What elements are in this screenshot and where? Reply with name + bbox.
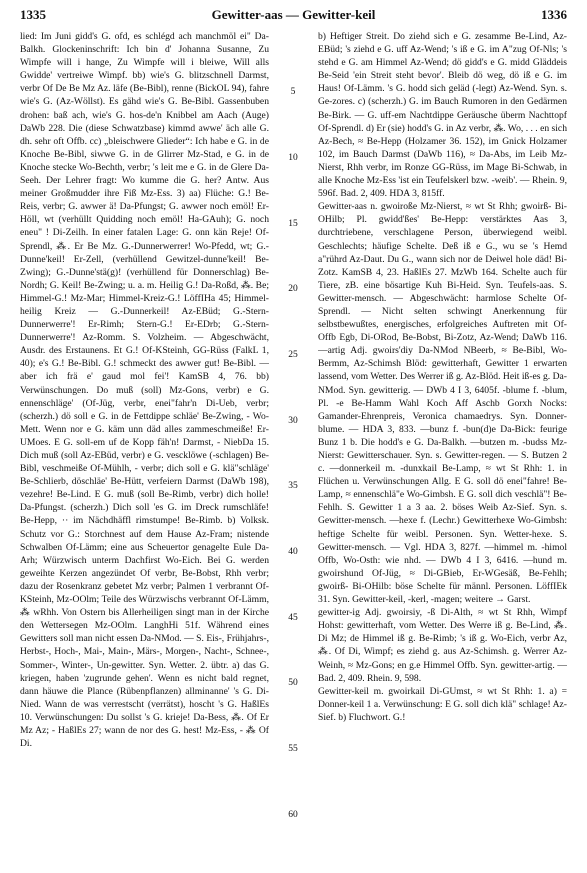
entry-text: lied: Im Juni gidd's G. ofd, es schlégd ach manchmöl ei" Da-Balkh. Glockeninschrift: Ich bin d' Johanna Susanne, Zu Wimpfe will i hange, Zu Wimpfe will i bleiwe, Will alls Gwidde' vertreiwe Wimpf. bb) wie's G. blitzschnell Darmst, verbr Of De Be Mz Az. läfe (Be-Bibl), renne (BickOL 94), fahre wie's G. (Az-Wöllst). Es gähd wie's G. Be-Bibl. Gassenbuben drohen: baß ach, wie's G. hos-de'n Knibbel am Aach (Auge) DaWb 228. Die (diese Schwatzbase) kimmd awwe' äch alle G. dh. sehr oft Offb. cc) „bleischwere Glieder“: Ich habe e G. in de Knoche Be-Bibl, siwwe G. in de Glirrer Mz-Stad, e G. in de Knoche stecke Wo-Bechth, verbr; 's leit me e G. in de Glere Da-Seeh. Der Lehrer fragt: Wo kumme die G. her? Antw. Aus meiner Großmudder ihre Fiß Mz-Ess. 3) aa) Flüche: G.! Be-Reis, verbr; G. awwer ä! Da-Pfungst; G. awwer noch emöl! Er-Höll, wt (verhüllt Quidding noch emöl! Ha-GAuh); G. noch eneu" ! Di-Zeilh. In einer fatalen Lage: G. onn kän Reje! Of-Sprendl, ⁂. Er Be Mz. G.-Dunnerwerrer! Wo-Pfedd, wt; G.-Dunne'keil! Er-Zell, (verhüllend Gewitzel-dunne'keil! Be-Zwing); G.-Dunne'stä(g)! (verhüllend für Donnerschlag) Be-Nordh; G. Keil! Be-Zwing; u. a. m. Heilig G.! Da-Roßd, ⁂. Be; Himmel-G.! Mz-Mar; Himmel-Kreiz-G.! LöffIHa 45; Himmel-heilig Kreiz — G.-Dunnerkeil! Az-EBüd; G.-Stern-Dunnerwerre'! Er-Rimh; Stern-G.! Er-EDrb; G.-Stern-Dunnerwerre'! Az-Romm. S. Volzheim. — Abgeschwächt, Ausdr. des Erstaunens. Et G.! Of-KSteinh, GG-Rüss (FalkL 1, 40); e's G.! Be-Bibl. G.! schmeckt des awwer gut! Be-Bibl. — aber ich frä e' gaud mol fei'! KamSB 4, 76. bb) Verwünschungen. Do muß (soll) Mz-Gons, verbr) e G. ennenschläge' (Of-Jüg, verbr, enei"fahr'n Di-Ueb, verbr; (scherzh.) dö soll e G. in de Fettdippe schläe' Be-Zwing, - Wo-Mett. Wenn nor e G. käm unn däd alles zammeschmeiße! Er-UMoes. E G. soll-em uf de Kopp fäh'n! Darmst, - NiebDa 15. Dich muß (soll Az-EBüd, verbr) e G. vescklöwe (-schlagen) Be-Bibl, veschmeiße Of-Mühlh, - verbr; dich soll e G. klä"schläge' Be-Schlierb, döschläe' Be-Hütt, verfeiern Darmst (DaWb 198), vezehre! Be-Lind. E G. muß (soll Be-Rimb, verbr) dich holle! Da-Pfungst. (scherzh.) Dich soll 'es G. im Dreck rumschläfe! Be-Hepp, ·· im Nächdhäffl rimstumpe! Be-Rimb. b) Volksk. Schutz vor G.: Storchnest auf dem Hause Az-Fram; nistende Schwalben Of-Lämm; eine aus Scheuertor genagelte Eule Da-Arh; Würzwisch unterm Dachfirst Wo-Eich. Bei G. werden geweihte Kerzen angezündet Of verbr, Be-Bobst, Rhh verbr; dazu der Rosenkranz gebetet Mz verbr; Palmen 1 verbrannt Of-KSteinh, Mz-OOlm; Teile des Würzwischs verbrannt Of-Lämm, ⁂ wRhh. Von Ostern bis Allerheiligen singt man in der Kirche den Wettersegen Mz-OOlm. LanghHi 51f. Während eines Gewitters soll man nicht essen Da-NMod. — S. Eis-, Frühjahrs-, Herbst-, Hoch-, Mai-, Main-, Märs-, Morgen-, Nacht-, Schnee-, Sommer-, Winter-, Un-gewitter. Syn. Wetter. 2. übtr. a) das G. kriegen, haben 'zugrunde gehen'. Wenn es nicht bald regnet, dann häuwe die Plance (Rübenpflanzen) allminanne' 's G. Di-Nied. Wann de was verrestscht (verrätst), hoscht 's G. HaßlEs 10. Verwünschungen: Du sollst 's G. krieje! Da-Bess, ⁂. Of Er Mz Az; - HaßlEs 27; wann de nor des G. hest! Mz-Ess, - ⁂ Of Di. [20,31,269,750]
line-number: 20 [288,284,298,294]
entry-gewitter-keil: Gewitter-keil m. gwoirkail Di-GUmst, ≈ wt St Rhh: 1. a) = Donner-keil 1 a. Verwünschung: E G. soll dich klä" schlage! Az-Sief. b) Fluchwort. G.! [318,685,567,723]
line-number: 40 [288,547,298,557]
entry-gewitter-aas: Gewitter-aas n. gwoiroße Mz-Nierst, ≈ wt St Rhh; gwoirß- Bi-OHilb; Pl. gwidd'ßes' Be-Hepp: verstärktes Aas 3, durchtriebene, verschlagene Person, überwiegend weibl. Geschlechts; häufige Schelte. Deß iß e G., wu se 's Hemd a"rührd Az-Daut. Du G., wann sich nor de Deiwel hole däd! Bi-Zotz. KamSB 4, 23. HaßlEs 27. MzWb 164. Schelte auch für Tiere, zB. eine bösartige Kuh Bi-Heid. Syn. Teufels-aas. S. Gewitter-mensch. — Abgeschwächt: harmlose Schelte Of-Sprendl. — Nicht selten schwingt Anerkennung für selbstbewußtes, energisches, erfolgreiches Auftreten mit Of-Offb Egb, Di-ORod, Be-Bobst, Bi-Zotz, Az-Wend; DaWb 116. —artig Adj. gwoirs'diy Da-NMod NBeerb, ≈ Be-Bibl, Wo-Bermm, Az-Schimsh Blöd: gewitterhaft, Gewitter 1 erwarten lassend, vom Wetter. Des Werrer iß g. Az-Blöd. Heit iß-es g. Da-NMod. Syn. gewitterig. — DWb 4 I 3, 6405f. -blume f. -blum, Pl. -e Be-Hamm Wahl Koch Aff Aschb Gorxh Nocks: Gamander-Ehrenpreis, Veronica chamaedrys. Syn. Donner-blume. — HDA 3, 833. —bunz f. -bun(d)e Da-Bick: feurige Bunz 1 b. Die hodd's e G. Da-Balkh. —butzen m. -budss Mz-Nierst: Gewitterschauer. Syn. s. Gewitter-regen. — S. Butzen 2 c. —donnerkeil m. -dunxkail Be-Lamp, ≈ wt St Rhh: 1. in Flüchen u. Verwünschungen Allg. E G. soll dö enei"fahre! Be-Lamp, ≈ ennenschlä"e Wo-Gimbsh. E G. soll dich veschlä"! Be-Fehlh. S. Gewitter 1 a 3 aa. 2. böses Weib Az-Sief. Syn. s. Gewitter-mensch. —hexe f. (Lechr.) Gewitterhexe Wo-Gimbsh: heftige Schelte für weibl. Personen. Syn. Wetter-hexe. S. Gewitter-mensch. — Vgl. HDA 3, 827f. —himmel m. -himol Offb, Wo-Osth: wie nhd. — DWb 4 I 3, 6416. —hund m. gwoirshund Of-Jüg, ≈ Di-GBieb, Er-WGesäß, Be-Fehlh; gwoirß- Bi-OHilb: böse Schelte für männl. Personen. LöffIEk 31. Syn. Gewitter-keil, -kerl, -magen; weitere → Garst. [318,201,567,606]
line-number: 15 [288,219,298,229]
left-column [20,30,269,866]
line-number: 35 [288,481,298,491]
line-number: 5 [290,87,296,97]
running-title: Gewitter-aas — Gewitter-keil [211,7,376,22]
right-column [318,30,567,866]
entry-gewitterig: gewitter-ig Adj. gwoirsiy, -ß Di-Alth, ≈ wt St Rhh, Wimpf Hohst: gewitterhaft, vom Wetter. Des Werre iß g. Be-Lind, ⁂. Di Mz; de Himmel iß g. Be-Rimb; 's iß g. Wo-Eich, verbr Az, ⁂. Of Di, Wimpf; es ziehd g. aus Az-Schimsh. g. Werrer Az-Weinh, ≈ Mz-Gons; en g.e Himmel Offb. Syn. gewitter-artig. — Bad. 2, 409. Rhein. 9, 598. [318,607,567,684]
right-page-number: 1336 [541,7,567,22]
left-page-number: 1335 [20,7,46,22]
line-number: 25 [288,350,298,360]
line-number: 55 [288,744,298,754]
line-number-gutter [278,30,308,866]
line-number: 60 [288,810,298,820]
line-number: 50 [288,678,298,688]
entry-text: b) Heftiger Streit. Do ziehd sich e G. zesamme Be-Lind, Az-EBüd; 's ziehd e G. uff Az-Wend; 's iß e G. im A"zug Of-Nls; 's stehd e G. am Himmel Az-Wend; dö gidd's e G. midd Gläddeis Be-Seid 'ein Streit steht bevor'. Bleib dö weg, dö iß e G. im Haus! Of-Lämm. 's G. hodd sich geläd (-legt) Az-Wend. Syn. s. Ge-zores. c) (scherzh.) G. im Bauch Rumoren in den Gedärmen Be-Birk. — G. uff-em Nachtdippe Geräusche überm Nachttopf Of-Sprendl. d) Er (sie) hodd's G. in Az verbr, ⁂. Wo, . . . en sich Az-Bech, ≈ Be-Hepp (Holzamer 36. 152), im Gnick Holzamer 102, im Bauch Darmst (DaWb 116), ≈ Da-Abs, im Leib Mz-Nierst, Rhh verbr, im Ronze GG-Rüss, im Mage Bi-Schwab, in alle Knoche Mz-Ess 'ist ein Teufelskerl bzw. -weib'. — Rhein. 9, 596f. Bad. 2, 409. HDA 3, 815ff. [318,31,567,200]
line-number: 45 [288,613,298,623]
page-header [20,4,567,24]
line-number: 10 [288,153,298,163]
line-number: 30 [288,416,298,426]
